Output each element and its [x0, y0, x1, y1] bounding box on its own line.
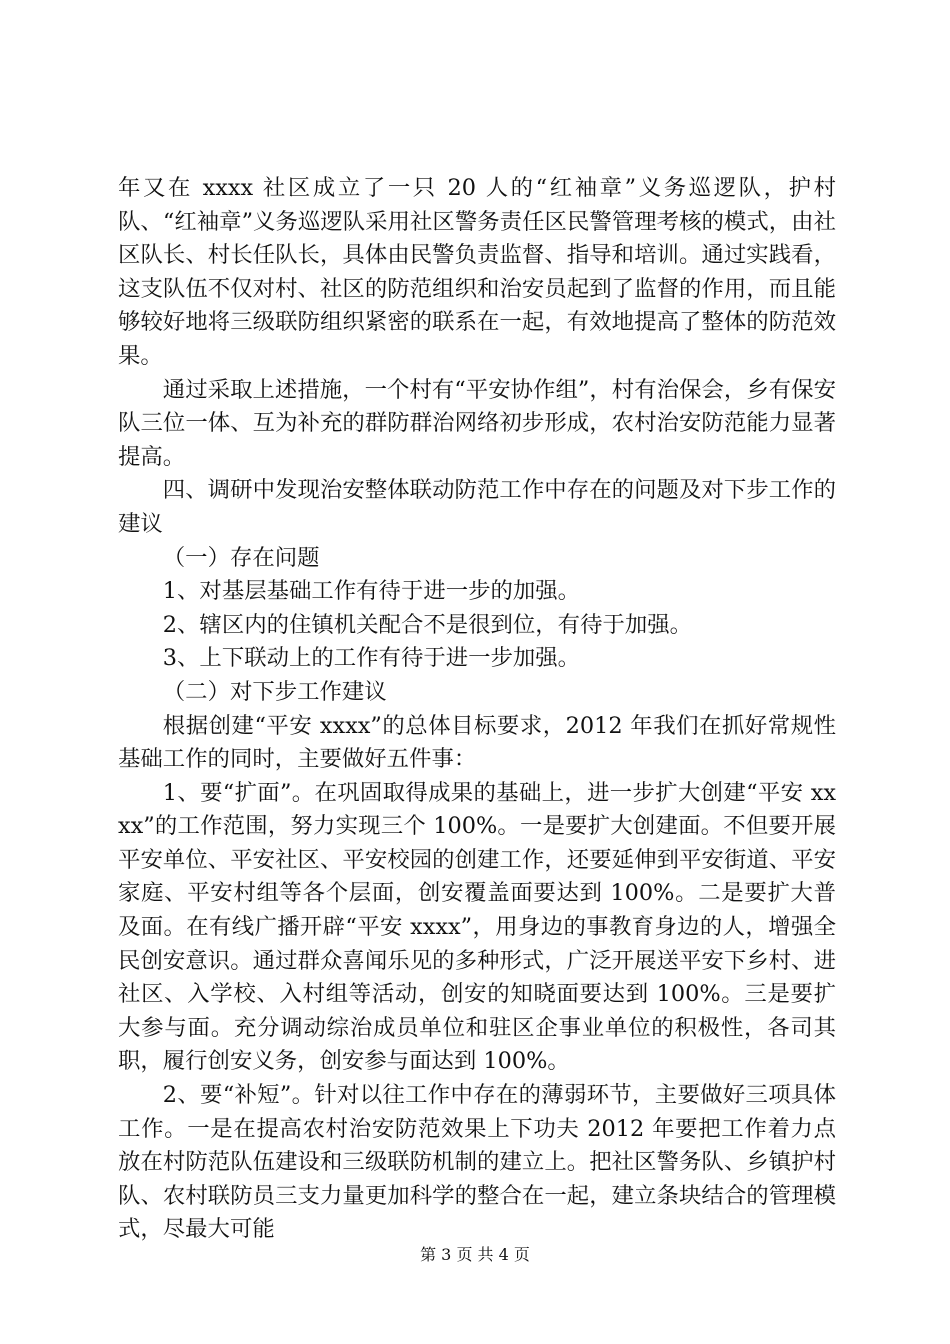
- paragraph-continuation: 年又在 xxxx 社区成立了一只 20 人的“红袖章”义务巡逻队，护村队、“红袖章”义务巡逻队采用社区警务责任区民警管理考核的模式，由社区队长、村长任队长，具体由民警负责监督、指导和培训。通过实践看，这支队伍不仅对村、社区的防范组织和治安员起到了监督的作用，而且能够较好地将三级联防组织紧密的联系在一起，有效地提高了整体的防范效果。: [118, 175, 836, 369]
- subsection-heading-suggestions: （二）对下步工作建议: [162, 678, 387, 705]
- problem-item-1: 1、对基层基础工作有待于进一步的加强。: [162, 578, 581, 605]
- page-footer: 第 3 页 共 4 页: [420, 1245, 530, 1264]
- paragraph-summary: 通过采取上述措施，一个村有“平安协作组”，村有治保会，乡有保安队三位一体、互为补充的群防群治网络初步形成，农村治安防范能力显著提高。: [118, 376, 836, 470]
- subsection-heading-problems: （一）存在问题: [162, 544, 320, 571]
- document-body: [118, 172, 836, 1247]
- problem-item-2: 2、辖区内的住镇机关配合不是很到位，有待于加强。: [162, 611, 693, 638]
- suggestion-item-2: 2、要“补短”。针对以往工作中存在的薄弱环节，主要做好三项具体工作。一是在提高农村治安防范效果上下功夫 2012 年要把工作着力点放在村防范队伍建设和三级联防机制的建立上。把社区警务队、乡镇护村队、农村联防员三支力量更加科学的整合在一起，建立条块结合的管理模式，尽最大可能: [118, 1082, 836, 1243]
- section-heading: 四、调研中发现治安整体联动防范工作中存在的问题及对下步工作的建议: [118, 477, 836, 537]
- paragraph-goals: 根据创建“平安 xxxx”的总体目标要求，2012 年我们在抓好常规性基础工作的同时，主要做好五件事：: [118, 712, 836, 773]
- suggestion-item-1: 1、要“扩面”。在巩固取得成果的基础上，进一步扩大创建“平安 xxxx”的工作范围，努力实现三个 100%。一是要扩大创建面。不但要开展平安单位、平安社区、平安校园的创建工作，还要延伸到平安街道、平安家庭、平安村组等各个层面，创安覆盖面要达到 100%。二是要扩大普及面。在有线广播开辟“平安 xxxx”，用身边的事教育身边的人，增强全民创安意识。通过群众喜闻乐见的多种形式，广泛开展送平安下乡村、进社区、入学校、入村组等活动，创安的知晓面要达到 100%。三是要扩大参与面。充分调动综治成员单位和驻区企事业单位的积极性，各司其职，履行创安义务，创安参与面达到 100%。: [118, 779, 836, 1075]
- problem-item-3: 3、上下联动上的工作有待于进一步加强。: [162, 645, 581, 672]
